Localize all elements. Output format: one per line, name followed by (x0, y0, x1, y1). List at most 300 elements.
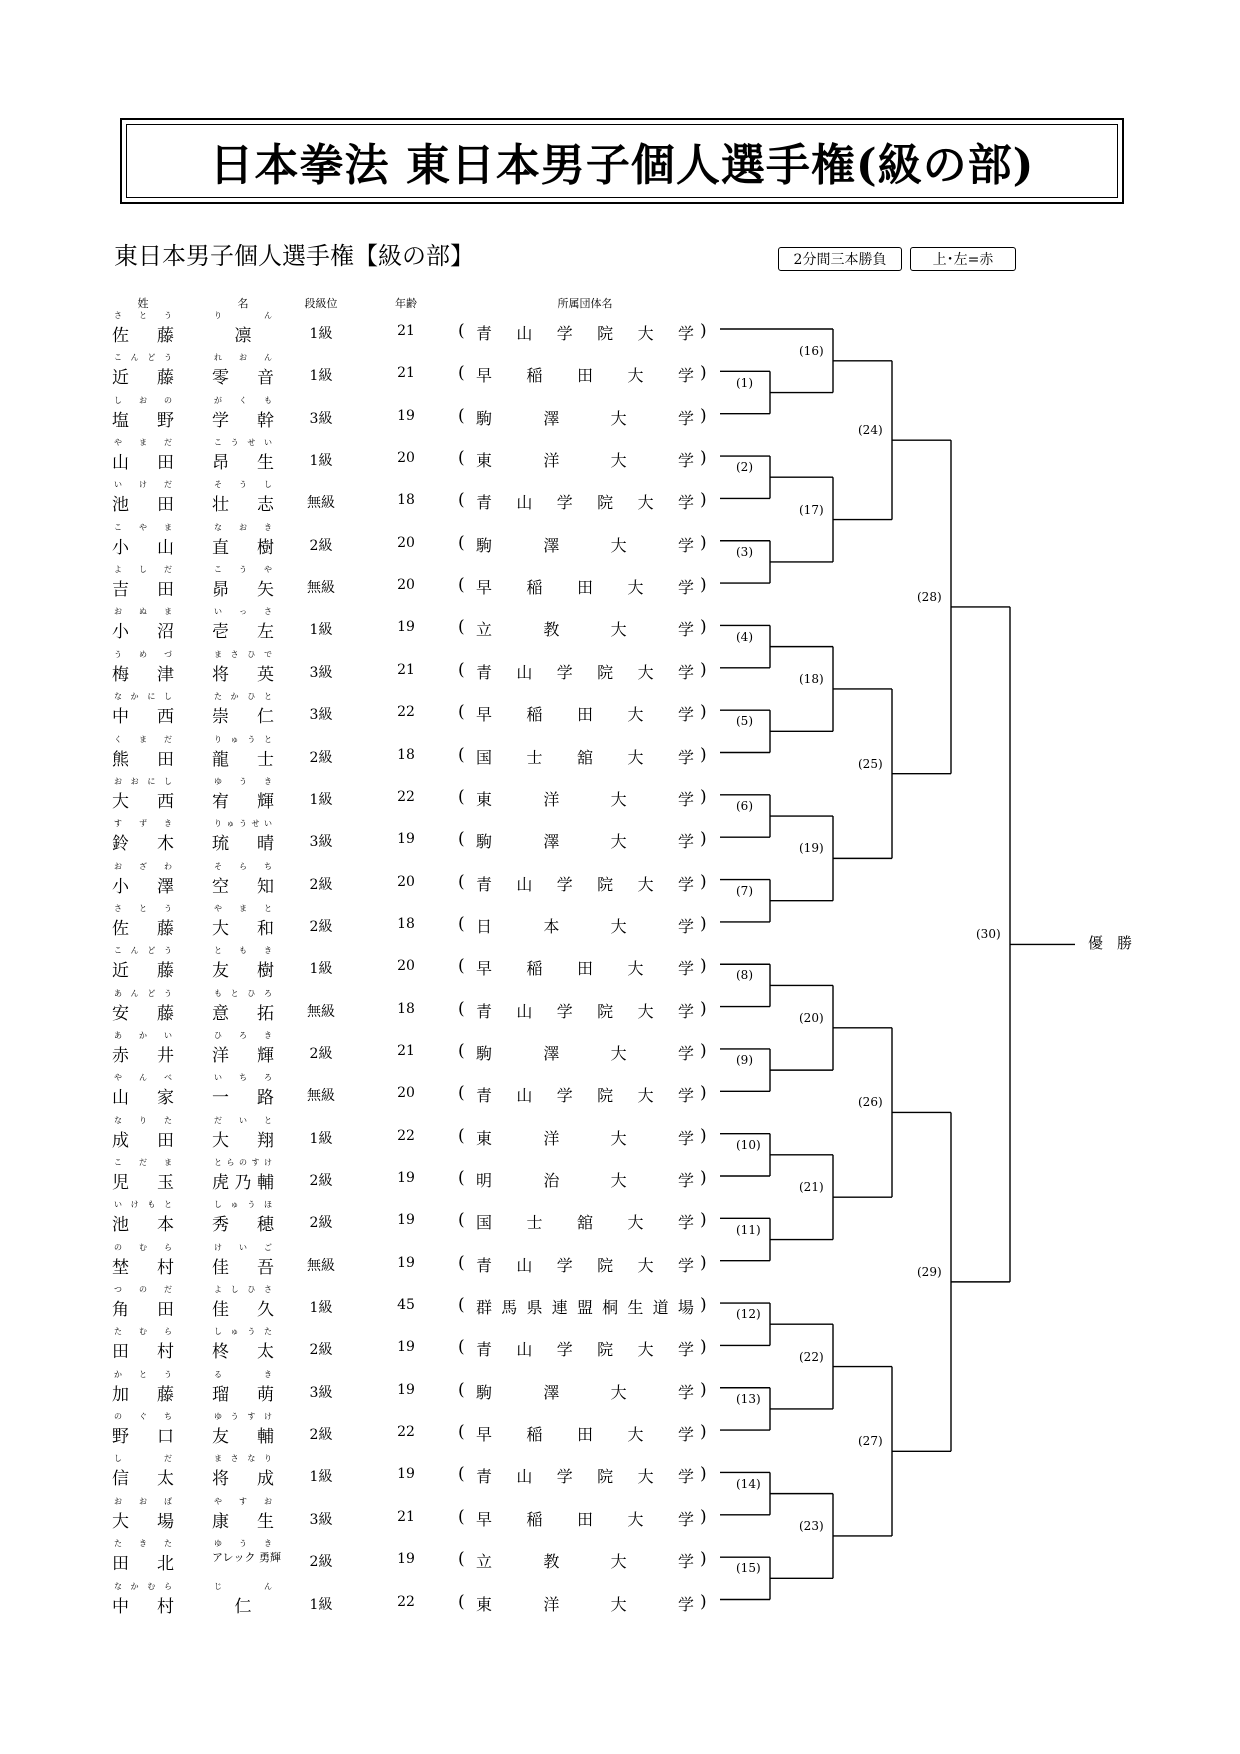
paren-right: ) (700, 702, 707, 723)
age: 19 (397, 1339, 415, 1356)
sei-kana: あ ん ど う (114, 988, 172, 998)
mei: 学 幹 (212, 410, 274, 431)
sei-kana: お お に し (114, 776, 172, 786)
grade: 2級 (309, 1045, 333, 1062)
sei: 佐 藤 (112, 918, 174, 939)
mei-kana: し ゅ う た (214, 1327, 272, 1337)
paren-left: ( (458, 1295, 465, 1316)
match-number: (10) (736, 1137, 761, 1152)
sei-kana: な か む ら (114, 1581, 172, 1591)
mei-kana: ゆ う す け (214, 1412, 272, 1422)
sei-kana: か と う (114, 1369, 172, 1379)
sei: 田 村 (112, 1342, 174, 1363)
paren-left: ( (458, 998, 465, 1019)
paren-left: ( (458, 871, 465, 892)
paren-left: ( (458, 490, 465, 511)
mei: 直 樹 (212, 537, 274, 558)
match-number: (15) (736, 1561, 761, 1576)
paren-left: ( (458, 1083, 465, 1104)
match-number: (13) (736, 1391, 761, 1406)
affiliation: 早 稲 田 大 学 (476, 959, 694, 979)
sei: 大 場 (112, 1511, 174, 1532)
affiliation: 駒 澤 大 学 (476, 832, 694, 852)
sei-kana: う め づ (114, 649, 172, 659)
mei: 凛 (234, 326, 252, 346)
grade: 3級 (309, 834, 333, 851)
grade: 1級 (309, 1130, 333, 1147)
paren-right: ) (700, 490, 707, 511)
mei-kana: や ま と (214, 903, 272, 913)
paren-right: ) (700, 659, 707, 680)
affiliation: 早 稲 田 大 学 (476, 366, 694, 386)
match-number: (18) (799, 671, 824, 686)
match-number: (1) (736, 375, 753, 390)
age: 21 (397, 661, 415, 678)
sei: 山 家 (112, 1088, 174, 1109)
affiliation: 早 稲 田 大 学 (476, 1425, 694, 1445)
affiliation: 青 山 学 院 大 学 (476, 1086, 694, 1106)
grade: 無級 (307, 1088, 335, 1105)
affiliation: 駒 澤 大 学 (476, 1382, 694, 1402)
sei-kana: の ぐ ち (114, 1412, 172, 1422)
sei: 吉 田 (112, 580, 174, 601)
match-number: (9) (736, 1053, 753, 1068)
affiliation: 群 馬 県 連 盟 桐 生 道 場 (476, 1298, 694, 1318)
mei: 柊 太 (212, 1342, 274, 1363)
match-number: (28) (917, 589, 942, 604)
mei-kana: そ ら ち (214, 861, 272, 871)
paren-left: ( (458, 1252, 465, 1273)
sei: 池 本 (112, 1215, 174, 1236)
match-number: (20) (799, 1010, 824, 1025)
paren-right: ) (700, 1591, 707, 1612)
sei-kana: し だ (114, 1454, 172, 1464)
paren-left: ( (458, 913, 465, 934)
sei: 梅 津 (112, 664, 174, 685)
grade: 2級 (309, 876, 333, 893)
mei: 崇 仁 (212, 707, 274, 728)
mei-kana: じ ん (214, 1581, 272, 1591)
grade: 2級 (309, 1554, 333, 1571)
sei-kana: こ や ま (114, 522, 172, 532)
mei-kana: け い ご (214, 1242, 272, 1252)
match-number: (14) (736, 1476, 761, 1491)
affiliation: 東 洋 大 学 (476, 1594, 694, 1614)
sei-kana: い け だ (114, 480, 172, 490)
paren-left: ( (458, 829, 465, 850)
sei-kana: さ と う (114, 311, 172, 320)
sei-kana: よ し だ (114, 565, 172, 575)
paren-right: ) (700, 998, 707, 1019)
affiliation: 駒 澤 大 学 (476, 1043, 694, 1063)
match-number: (12) (736, 1307, 761, 1322)
mei-kana: そ う し (214, 480, 272, 490)
mei-kana: る き (214, 1369, 272, 1379)
affiliation: 青 山 学 院 大 学 (476, 324, 694, 343)
age: 18 (397, 492, 415, 509)
header-age: 年齢 (395, 297, 417, 310)
mei: 友 樹 (212, 961, 274, 982)
age: 21 (397, 365, 415, 382)
mei: 一 路 (212, 1088, 274, 1109)
grade: 3級 (309, 1511, 333, 1528)
paren-right: ) (700, 1168, 707, 1188)
age: 19 (397, 1254, 415, 1271)
sei: 佐 藤 (112, 326, 174, 346)
paren-right: ) (700, 1464, 707, 1485)
match-number: (21) (799, 1180, 824, 1195)
paren-left: ( (458, 956, 465, 977)
sei: 中 西 (112, 707, 174, 728)
mei: 昴 矢 (212, 580, 274, 601)
sei: 児 玉 (112, 1173, 174, 1193)
match-number: (8) (736, 968, 753, 983)
match-number: (16) (799, 343, 824, 358)
sei-kana: お ざ わ (114, 861, 172, 871)
grade: 3級 (309, 664, 333, 681)
affiliation: 駒 澤 大 学 (476, 535, 694, 555)
sei-kana: や ま だ (114, 438, 172, 448)
paren-right: ) (700, 1337, 707, 1358)
paren-left: ( (458, 659, 465, 680)
mei: 空 知 (212, 876, 274, 897)
paren-left: ( (458, 1506, 465, 1527)
paren-right: ) (700, 1083, 707, 1104)
rule-badge-color: 上･左=赤 (910, 247, 1016, 271)
age: 20 (397, 958, 415, 975)
sei: 安 藤 (112, 1003, 174, 1024)
paren-left: ( (458, 448, 465, 469)
paren-left: ( (458, 575, 465, 596)
affiliation: 駒 澤 大 学 (476, 408, 694, 428)
sei-kana: た き た (114, 1539, 172, 1549)
paren-right: ) (700, 1422, 707, 1443)
match-number: (27) (858, 1434, 883, 1449)
sei-kana: く ま だ (114, 734, 172, 744)
sei-kana: や ん べ (114, 1073, 172, 1083)
paren-right: ) (700, 363, 707, 384)
sei: 大 西 (112, 791, 174, 812)
grade: 2級 (309, 918, 333, 935)
paren-right: ) (700, 1210, 707, 1231)
mei-kana: な お き (214, 522, 272, 532)
paren-right: ) (700, 1295, 707, 1316)
paren-right: ) (700, 956, 707, 977)
mei: 昂 生 (212, 453, 274, 474)
mei: 友 輔 (212, 1427, 274, 1448)
header-affiliation: 所属団体名 (557, 297, 613, 310)
age: 21 (397, 1508, 415, 1525)
sei: 埜 村 (112, 1257, 174, 1278)
match-number: (3) (736, 544, 753, 559)
affiliation: 東 洋 大 学 (476, 789, 694, 809)
affiliation: 国 士 舘 大 学 (476, 747, 694, 767)
age: 19 (397, 1466, 415, 1483)
mei-kana: ゆ う き (214, 1539, 272, 1549)
match-number: (30) (976, 927, 1001, 942)
mei-kana: い ち ろ (214, 1073, 272, 1083)
sei-kana: し お の (114, 395, 172, 405)
paren-left: ( (458, 1422, 465, 1443)
affiliation: 立 教 大 学 (476, 1552, 694, 1572)
paren-left: ( (458, 405, 465, 426)
paren-left: ( (458, 1591, 465, 1612)
grade: 無級 (307, 580, 335, 597)
sei: 野 口 (112, 1427, 174, 1448)
sei: 山 田 (112, 453, 174, 474)
age: 20 (397, 450, 415, 467)
mei-kana: ま さ な り (214, 1454, 272, 1464)
paren-right: ) (700, 448, 707, 469)
header-sei: 姓 (137, 297, 149, 310)
sei-kana: さ と う (114, 903, 172, 913)
grade: 3級 (309, 707, 333, 724)
paren-right: ) (700, 575, 707, 596)
mei-kana: と も き (214, 946, 272, 956)
paren-right: ) (700, 1040, 707, 1061)
sei: 赤 井 (112, 1045, 174, 1066)
sei: 角 田 (112, 1300, 174, 1321)
mei-kana: も と ひ ろ (214, 988, 272, 998)
grade: 1級 (309, 622, 333, 639)
sei: 小 沼 (112, 622, 174, 643)
mei: アレック 勇輝 (212, 1551, 281, 1565)
sei: 塩 野 (112, 410, 174, 431)
rule-badge-time: 2分間三本勝負 (778, 247, 902, 271)
sei-kana: た む ら (114, 1327, 172, 1337)
grade: 無級 (307, 1257, 335, 1274)
paren-left: ( (458, 532, 465, 553)
paren-right: ) (700, 1506, 707, 1527)
mei-kana: り ん (214, 311, 272, 320)
affiliation: 青 山 学 院 大 学 (476, 874, 694, 894)
grade: 1級 (309, 1300, 333, 1317)
match-number: (5) (736, 714, 753, 729)
match-number: (7) (736, 883, 753, 898)
grade: 無級 (307, 495, 335, 512)
mei-kana: れ お ん (214, 353, 272, 363)
grade: 1級 (309, 453, 333, 470)
paren-left: ( (458, 321, 465, 341)
paren-left: ( (458, 1337, 465, 1358)
paren-right: ) (700, 321, 707, 341)
grade: 2級 (309, 1215, 333, 1232)
mei-kana: ま さ ひ で (214, 649, 272, 659)
header-mei: 名 (237, 297, 249, 310)
match-number: (6) (736, 799, 753, 814)
mei-kana: り ゅ う と (214, 734, 272, 744)
sei-kana: の む ら (114, 1242, 172, 1252)
paren-right: ) (700, 1252, 707, 1273)
affiliation: 東 洋 大 学 (476, 1128, 694, 1148)
affiliation: 立 教 大 学 (476, 620, 694, 640)
paren-right: ) (700, 405, 707, 426)
mei-kana: こ う や (214, 565, 272, 575)
age: 19 (397, 407, 415, 424)
sei: 信 太 (112, 1469, 174, 1490)
paren-left: ( (458, 744, 465, 765)
header-grade: 段級位 (304, 297, 338, 310)
age: 19 (397, 1381, 415, 1398)
mei: 康 生 (212, 1511, 274, 1532)
age: 18 (397, 746, 415, 763)
mei: 将 英 (212, 664, 274, 685)
sei: 田 北 (112, 1554, 174, 1575)
mei-kana: だ い と (214, 1115, 272, 1125)
sei-kana: こ ん ど う (114, 946, 172, 956)
age: 19 (397, 1551, 415, 1568)
affiliation: 早 稲 田 大 学 (476, 1509, 694, 1529)
age: 22 (397, 788, 415, 805)
age: 21 (397, 1042, 415, 1059)
paren-right: ) (700, 1379, 707, 1400)
affiliation: 青 山 学 院 大 学 (476, 1467, 694, 1487)
mei: 龍 士 (212, 749, 274, 770)
mei-kana: と ら の す け (214, 1158, 272, 1167)
mei: 将 成 (212, 1469, 274, 1490)
affiliation: 国 士 舘 大 学 (476, 1213, 694, 1233)
age: 22 (397, 1127, 415, 1144)
mei: 壮 志 (212, 495, 274, 516)
mei: 意 拓 (212, 1003, 274, 1024)
sei: 小 澤 (112, 876, 174, 897)
mei: 佳 吾 (212, 1257, 274, 1278)
sei: 中 村 (112, 1596, 174, 1617)
sei: 鈴 木 (112, 834, 174, 855)
age: 45 (397, 1297, 415, 1314)
paren-left: ( (458, 1168, 465, 1188)
paren-right: ) (700, 913, 707, 934)
match-number: (4) (736, 629, 753, 644)
grade: 1級 (309, 1469, 333, 1486)
sei-kana: な か に し (114, 692, 172, 702)
age: 22 (397, 704, 415, 721)
paren-left: ( (458, 1210, 465, 1231)
affiliation: 明 治 大 学 (476, 1171, 694, 1190)
sei-kana: な り た (114, 1115, 172, 1125)
match-number: (29) (917, 1264, 942, 1279)
sei: 成 田 (112, 1130, 174, 1151)
match-number: (22) (799, 1349, 824, 1364)
affiliation: 青 山 学 院 大 学 (476, 493, 694, 513)
mei: 宥 輝 (212, 791, 274, 812)
page-title: 日本拳法 東日本男子個人選手権(級の部) (209, 140, 1035, 191)
paren-right: ) (700, 1549, 707, 1570)
match-number: (17) (799, 502, 824, 517)
sei-kana: つ の だ (114, 1285, 172, 1295)
age: 18 (397, 1000, 415, 1017)
paren-left: ( (458, 1040, 465, 1061)
age: 22 (397, 1593, 415, 1610)
sei: 加 藤 (112, 1384, 174, 1405)
age: 21 (397, 323, 415, 339)
mei: 大 翔 (212, 1130, 274, 1151)
mei: 瑠 萌 (212, 1384, 274, 1405)
grade: 3級 (309, 1384, 333, 1401)
paren-left: ( (458, 1549, 465, 1570)
grade: 2級 (309, 1342, 333, 1359)
sei: 小 山 (112, 537, 174, 558)
grade: 2級 (309, 1173, 333, 1189)
match-number: (11) (736, 1222, 761, 1237)
mei-kana: こ う せ い (214, 438, 272, 448)
grade: 無級 (307, 1003, 335, 1020)
paren-right: ) (700, 871, 707, 892)
paren-left: ( (458, 1125, 465, 1146)
sei: 熊 田 (112, 749, 174, 770)
mei-kana: よ し ひ さ (214, 1285, 272, 1295)
paren-left: ( (458, 1379, 465, 1400)
grade: 2級 (309, 537, 333, 554)
sei-kana: こ だ ま (114, 1158, 172, 1167)
sei-kana: お ぬ ま (114, 607, 172, 617)
mei-kana: り ゅ う せ い (214, 819, 272, 829)
affiliation: 東 洋 大 学 (476, 451, 694, 471)
age: 19 (397, 1212, 415, 1229)
mei: 秀 穂 (212, 1215, 274, 1236)
mei-kana: い っ さ (214, 607, 272, 617)
mei: 洋 輝 (212, 1045, 274, 1066)
age: 22 (397, 1424, 415, 1441)
affiliation: 青 山 学 院 大 学 (476, 1340, 694, 1360)
match-number: (19) (799, 841, 824, 856)
sei-kana: あ か い (114, 1030, 172, 1040)
mei-kana: ひ ろ き (214, 1030, 272, 1040)
subtitle: 東日本男子個人選手権【級の部】 (114, 242, 474, 270)
age: 19 (397, 1170, 415, 1186)
match-number: (25) (858, 756, 883, 771)
affiliation: 青 山 学 院 大 学 (476, 1001, 694, 1021)
age: 20 (397, 534, 415, 551)
age: 20 (397, 1085, 415, 1102)
mei: 零 音 (212, 368, 274, 389)
affiliation: 青 山 学 院 大 学 (476, 662, 694, 682)
age: 19 (397, 831, 415, 848)
affiliation: 早 稲 田 大 学 (476, 705, 694, 725)
mei: 大 和 (212, 918, 274, 939)
grade: 1級 (309, 368, 333, 385)
paren-right: ) (700, 1125, 707, 1146)
sei-kana: い け も と (114, 1200, 172, 1210)
grade: 2級 (309, 749, 333, 766)
paren-right: ) (700, 829, 707, 850)
match-number: (2) (736, 460, 753, 475)
mei: 佳 久 (212, 1300, 274, 1321)
mei-kana: し ゅ う ほ (214, 1200, 272, 1210)
age: 20 (397, 577, 415, 594)
sei: 近 藤 (112, 368, 174, 389)
grade: 1級 (309, 961, 333, 978)
paren-left: ( (458, 702, 465, 723)
grade: 1級 (309, 791, 333, 808)
affiliation: 早 稲 田 大 学 (476, 578, 694, 598)
champion-label: 優勝 (1088, 934, 1147, 952)
grade: 1級 (309, 326, 333, 342)
mei: 壱 左 (212, 622, 274, 643)
sei-kana: お お ば (114, 1496, 172, 1506)
age: 19 (397, 619, 415, 636)
affiliation: 日 本 大 学 (476, 916, 694, 936)
paren-right: ) (700, 744, 707, 765)
paren-left: ( (458, 363, 465, 384)
mei-kana: た か ひ と (214, 692, 272, 702)
affiliation: 青 山 学 院 大 学 (476, 1255, 694, 1275)
mei: 仁 (234, 1596, 252, 1617)
mei-kana: や す お (214, 1496, 272, 1506)
sei-kana: こ ん ど う (114, 353, 172, 363)
paren-left: ( (458, 617, 465, 638)
paren-right: ) (700, 532, 707, 553)
